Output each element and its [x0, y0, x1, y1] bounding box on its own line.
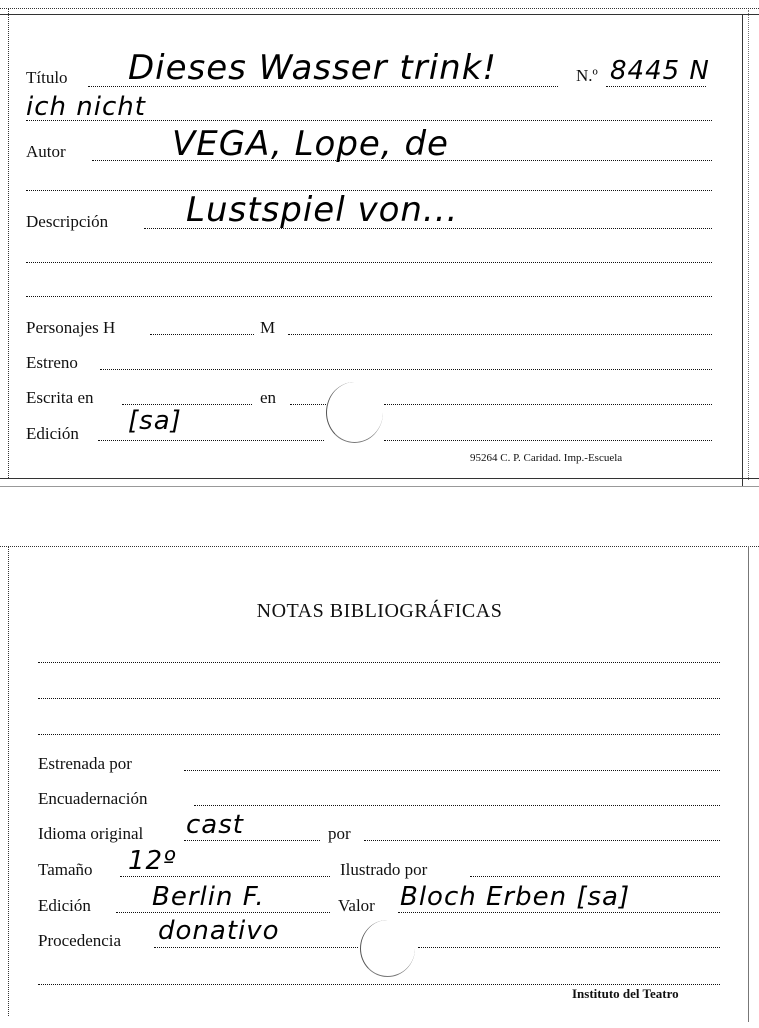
procedencia-line — [154, 947, 358, 948]
autor-label: Autor — [26, 142, 66, 161]
punch-hole-mark — [326, 382, 383, 443]
idioma-value: cast — [186, 810, 244, 840]
catalog-card-back — [0, 540, 759, 1028]
card-edge — [742, 14, 743, 486]
procedencia-line — [418, 947, 720, 948]
tamano-line — [120, 876, 330, 877]
edicion-label: Edición — [38, 896, 91, 915]
card-edge — [0, 14, 759, 15]
autor-value: VEGA, Lope, de — [172, 124, 449, 164]
tamano-value: 12º — [128, 846, 177, 876]
institution-footer: Instituto del Teatro — [572, 986, 679, 1001]
valor-value: Bloch Erben [sa] — [400, 882, 631, 912]
ilustrado-line — [470, 876, 720, 877]
edicion-line — [98, 440, 324, 441]
idioma-label: Idioma original — [38, 824, 144, 843]
por-line — [364, 840, 720, 841]
edicion-line — [116, 912, 330, 913]
personajes-m-label: M — [260, 318, 276, 337]
personajes-h-line — [150, 334, 254, 335]
tamano-label: Tamaño — [38, 860, 93, 879]
numero-line — [606, 86, 706, 87]
personajes-label: Personajes H — [26, 318, 116, 337]
escrita-en-label: en — [260, 388, 277, 407]
escrita-en-line — [290, 404, 326, 405]
estrenada-label: Estrenada por — [38, 754, 132, 773]
escrita-en-line — [384, 404, 712, 405]
notas-heading: NOTAS BIBLIOGRÁFICAS — [256, 600, 503, 622]
catalog-card-front — [0, 0, 759, 495]
blank-line — [26, 296, 712, 297]
cut-mark — [8, 8, 9, 478]
notes-line — [38, 662, 720, 663]
escrita-label: Escrita en — [26, 388, 94, 407]
valor-label: Valor — [338, 896, 375, 915]
cut-mark — [0, 8, 759, 9]
notes-line — [38, 698, 720, 699]
personajes-m-line — [288, 334, 712, 335]
estreno-line — [100, 369, 712, 370]
titulo-value-continued: ich nicht — [26, 92, 146, 122]
encuadernacion-label: Encuadernación — [38, 789, 148, 808]
escrita-line — [122, 404, 252, 405]
printer-imprint: 95264 C. P. Caridad. Imp.-Escuela — [470, 452, 623, 464]
titulo-label: Título — [26, 68, 68, 87]
card-edge — [0, 478, 759, 479]
numero-value: 8445 N — [610, 56, 710, 86]
edicion-label: Edición — [26, 424, 79, 443]
encuadernacion-line — [194, 805, 720, 806]
procedencia-value: donativo — [158, 916, 280, 946]
estreno-label: Estreno — [26, 353, 78, 372]
ilustrado-label: Ilustrado por — [340, 860, 428, 879]
notes-line — [38, 734, 720, 735]
cut-mark — [748, 10, 749, 480]
card-edge — [0, 486, 759, 487]
valor-line — [398, 912, 720, 913]
procedencia-label: Procedencia — [38, 931, 122, 950]
estrenada-line — [184, 770, 720, 771]
blank-line — [38, 984, 720, 985]
numero-label: N.º — [576, 66, 598, 85]
cut-mark — [0, 546, 759, 547]
blank-line — [26, 262, 712, 263]
titulo-value: Dieses Wasser trink! — [128, 48, 498, 88]
edicion-value: Berlin F. — [152, 882, 265, 912]
idioma-line — [184, 840, 320, 841]
punch-hole-mark — [360, 920, 415, 977]
edicion-value: [sa] — [128, 406, 182, 436]
por-label: por — [328, 824, 351, 843]
descripcion-value: Lustspiel von... — [186, 190, 459, 230]
descripcion-label: Descripción — [26, 212, 109, 231]
edicion-line — [384, 440, 712, 441]
